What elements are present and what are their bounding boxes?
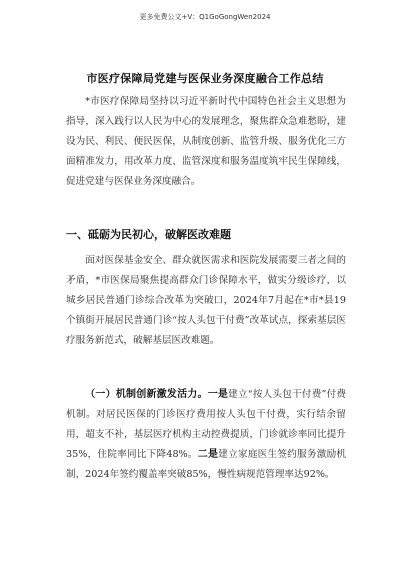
subsection1-body-1: 建立“按人头包干付费”付费机制。对居民医保的门诊医疗费用按人头包干付费，实行结余留用，超支不补，基层医疗机构主动控费提质，门诊就诊率同比提升35%，住院率同比下降48%。 xyxy=(66,389,347,460)
subsection1-text xyxy=(66,385,346,485)
header-note: 更多免费公文+V：Q1GoGongWen2024 xyxy=(139,13,271,21)
subsection1-paragraph xyxy=(66,385,346,485)
intro-paragraph xyxy=(66,92,346,192)
page-title: 市医疗保障局党建与医保业务深度融合工作总结 xyxy=(86,72,324,85)
subsection1-marker-1: 一是 xyxy=(207,389,229,400)
section1-paragraph xyxy=(66,251,346,351)
subsection1-body-2: 建立家庭医生签约服务激励机制，2024年签约覆盖率突破85%，慢性病规范管理率达92%。 xyxy=(66,449,347,480)
intro-text: *市医疗保障局坚持以习近平新时代中国特色社会主义思想为指导，深入践行以人民为中心的发展理念，聚焦群众急难愁盼，建设为民、利民、便民医保，从制度创新、监管升级、服务优化三方面精准发力，用改革力度、监管深度和服务温度筑牢民生保障线，促进党建与医保业务深度融合。 xyxy=(66,96,346,187)
subsection1-lead: （一）机制创新激发活力。 xyxy=(85,389,208,400)
section1-text: 面对医保基金安全、群众就医需求和医院发展需要三者之间的矛盾，*市医保局聚焦提高群众门诊保障水平，做实分级诊疗，以城乡居民普通门诊综合改革为突破口，2024年7月起在*市*县19个镇街开展居民普通门诊“按人头包干付费”改革试点，探索基层医疗服务新范式，破解基层医改难题。 xyxy=(66,255,346,346)
subsection1-marker-2: 二是 xyxy=(197,449,219,460)
section-heading-1: 一、砥砺为民初心，破解医改难题 xyxy=(66,228,231,241)
